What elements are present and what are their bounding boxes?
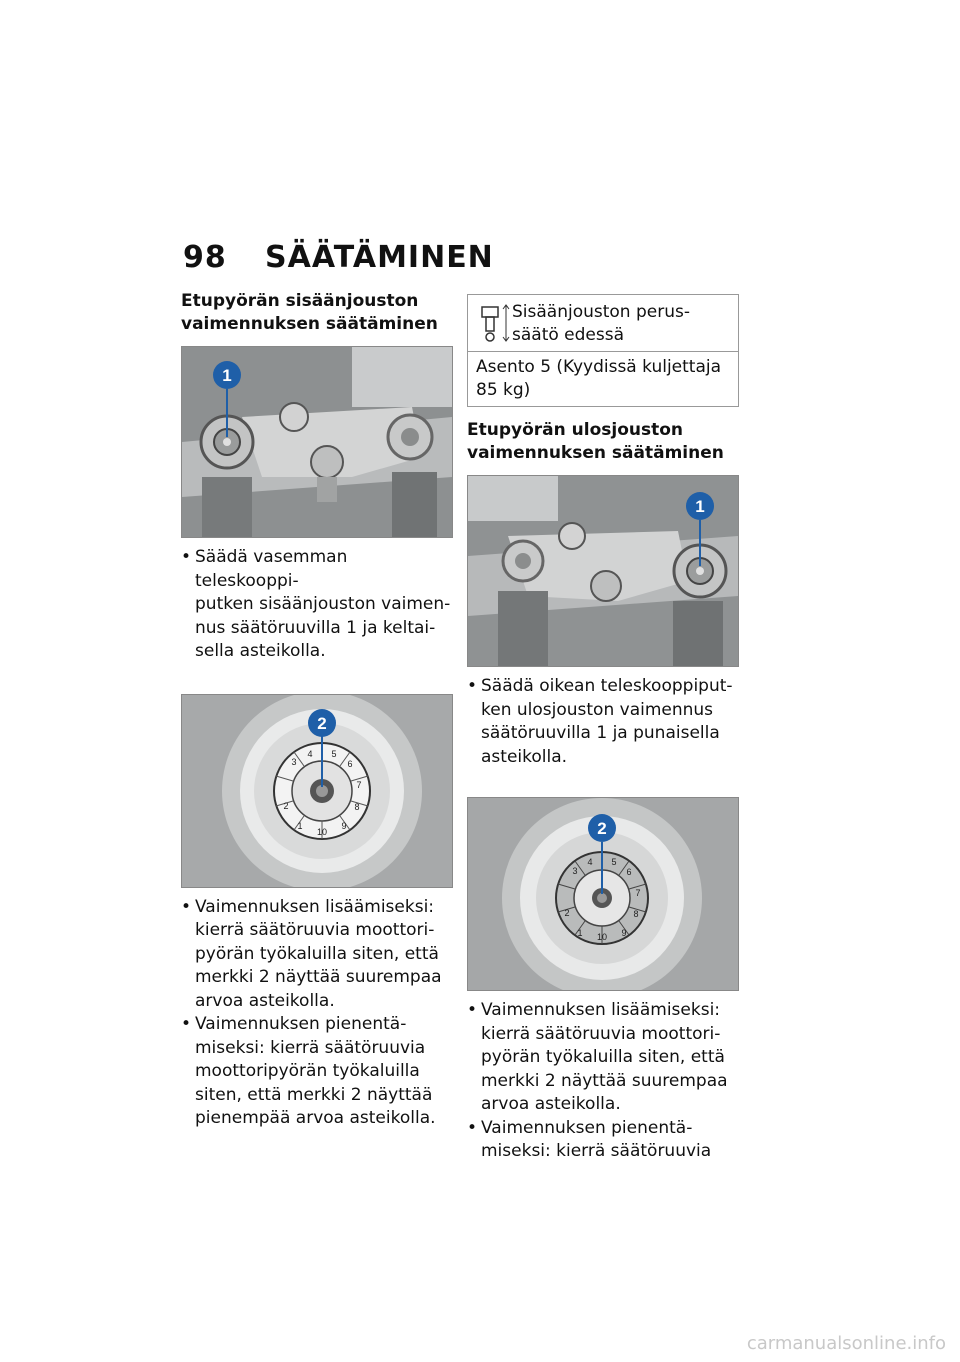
list-item: • Säädä oikean teleskooppiput- ken ulosjouston vaimennus säätöruuvilla 1 ja punaisella asteikolla. [467,675,739,769]
scale-label: 10 [596,932,608,942]
note-title: Sisäänjouston perus- säätö edessä [512,302,690,345]
fork-top-illustration [182,347,452,537]
scale-label: 9 [621,928,627,938]
instruction-list-1 [181,546,453,664]
scale-label: 3 [572,866,578,876]
callout-number: 2 [317,713,327,733]
scale-label: 6 [626,867,632,877]
scale-label: 3 [291,756,297,767]
left-column [181,290,453,1131]
scale-label: 1 [577,928,583,938]
scale-label: 8 [633,909,639,919]
scale-label: 1 [297,820,303,831]
list-item: • Säädä vasemman teleskooppi- putken sisäänjouston vaimen- nus säätöruuvilla 1 ja keltai- sella asteikolla. [181,546,453,664]
shock-absorber-icon [476,301,512,345]
section-heading-rebound: Etupyörän ulosjouston vaimennuksen säätäminen [467,420,724,463]
callout-number: 1 [222,366,232,385]
right-column [467,294,739,1164]
scale-label: 4 [307,748,313,759]
callout-number: 1 [695,497,705,516]
scale-label: 9 [341,820,347,831]
list-item: • Vaimennuksen pienentä- miseksi: kierrä säätöruuvia [467,1117,739,1164]
instruction-list-4 [467,999,739,1164]
scale-label: 6 [347,758,353,769]
page-header [183,240,494,275]
adjuster-scale-photo-right [467,797,739,991]
scale-label: 5 [611,857,617,867]
note-header [468,295,738,352]
scale-label: 2 [283,800,289,811]
adjuster-scale-illustration [182,695,452,887]
page-number: 98 [183,240,227,275]
scale-label: 7 [635,888,641,898]
fork-top-photo-right [467,475,739,667]
section-heading-compression: Etupyörän sisäänjouston vaimennuksen säätäminen [181,291,438,334]
note-body: Asento 5 (Kyydissä kuljettaja 85 kg) [476,357,722,400]
scale-label: 10 [316,826,328,837]
chapter-title: SÄÄTÄMINEN [265,240,494,275]
basic-setting-note [467,294,739,407]
instruction-list-2 [181,896,453,1131]
list-item: • Vaimennuksen pienentä- miseksi: kierrä säätöruuvia moottoripyörän työkaluilla siten, että merkki 2 näyttää pienempää arvoa asteikolla. [181,1013,453,1131]
callout-number: 2 [597,819,607,838]
instruction-list-3 [467,675,739,769]
fork-top-illustration [468,476,738,666]
scale-label: 7 [356,779,362,790]
adjuster-scale-photo-left [181,694,453,888]
scale-label: 4 [587,857,593,867]
scale-label: 8 [354,801,360,812]
scale-label: 2 [564,908,570,918]
scale-label: 5 [331,748,337,759]
fork-top-photo-left [181,346,453,538]
list-item: • Vaimennuksen lisäämiseksi: kierrä säätöruuvia moottori- pyörän työkaluilla siten, että merkki 2 näyttää suurempaa arvoa asteikolla. [467,999,739,1117]
watermark: carmanualsonline.info [746,1333,946,1354]
adjuster-scale-illustration [468,798,738,990]
list-item: • Vaimennuksen lisäämiseksi: kierrä säätöruuvia moottori- pyörän työkaluilla siten, että merkki 2 näyttää suurempaa arvoa asteikolla. [181,896,453,1014]
